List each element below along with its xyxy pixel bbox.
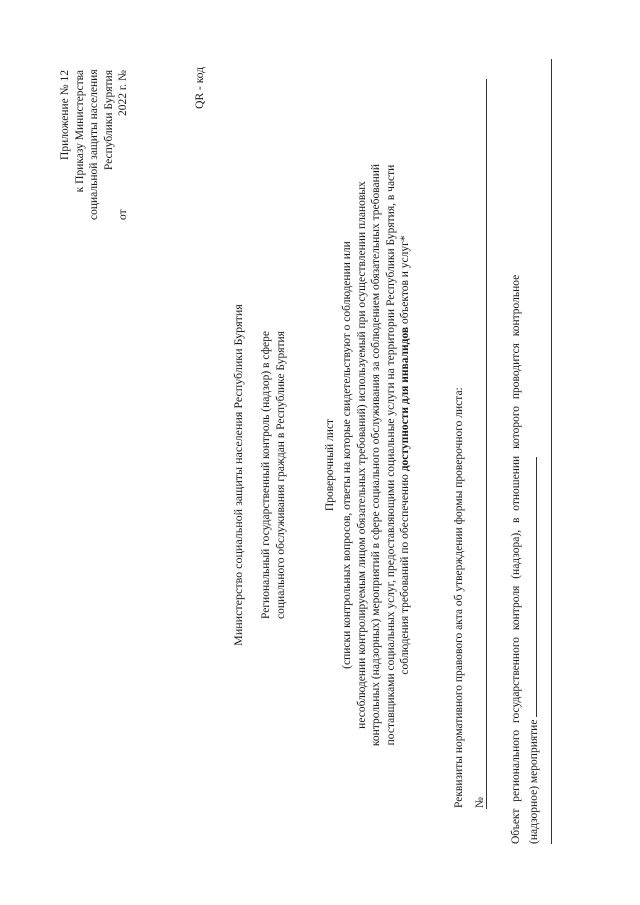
requisites-label: Реквизиты нормативного правового акта об утверждении формы проверочного листа: — [453, 387, 465, 808]
appendix-order-ref: к Приказу Министерства — [73, 70, 86, 193]
object-block — [509, 74, 541, 844]
checklist-description — [340, 45, 413, 865]
object-line1: Объект регионального государственного контроля (надзора), в отношении которого проводится контрольное — [510, 274, 522, 844]
object-line2: (надзорное) мероприятие — [527, 719, 540, 844]
appendix-header — [58, 70, 131, 220]
appendix-date-year: 2022 г. № — [117, 70, 129, 117]
appendix-date-from: от — [117, 209, 129, 220]
control-type-line2: социального обслуживания граждан в Республике Бурятия — [274, 331, 287, 619]
object-input-line[interactable] — [524, 457, 537, 717]
appendix-ministry: социальной защиты населения — [88, 69, 100, 220]
checklist-title: Проверочный лист — [324, 418, 336, 512]
object-line2-row — [524, 74, 542, 844]
control-type — [259, 195, 288, 755]
ministry-name: Министерство социальной защиты населения Республики Бурятия — [231, 304, 245, 646]
appendix-number: Приложение № 12 — [59, 70, 71, 160]
checklist-description-tail: объектов и услуг* — [399, 235, 411, 327]
requisites-block — [452, 78, 487, 808]
appendix-date-row — [116, 70, 131, 220]
requisites-number-row — [473, 78, 488, 808]
requisites-number-sign: № — [473, 797, 486, 808]
divider — [486, 79, 487, 809]
qr-code-label: QR - код — [194, 67, 206, 109]
appendix-republic: Республики Бурятия — [102, 70, 115, 171]
control-type-line1: Региональный государственный контроль (надзор) в сфере — [260, 330, 272, 620]
divider — [551, 59, 552, 844]
checklist-description-bold: доступности для инвалидов — [399, 326, 411, 472]
checklist-description-text: (списки контрольных вопросов, ответы на которые свидетельствуют о соблюдении или несоблюдении контролируемым лицом обязательных требований) используемый при осуществлении плановых контрольных (надзорных) мероприятий в сфере социального обслуживания за соблюдением обязательных требований поставщиками социальных услуг, предоставляющими социальные услуги на территории Республики Бурятия, в части соблюдения требований по обеспечению — [341, 163, 411, 747]
